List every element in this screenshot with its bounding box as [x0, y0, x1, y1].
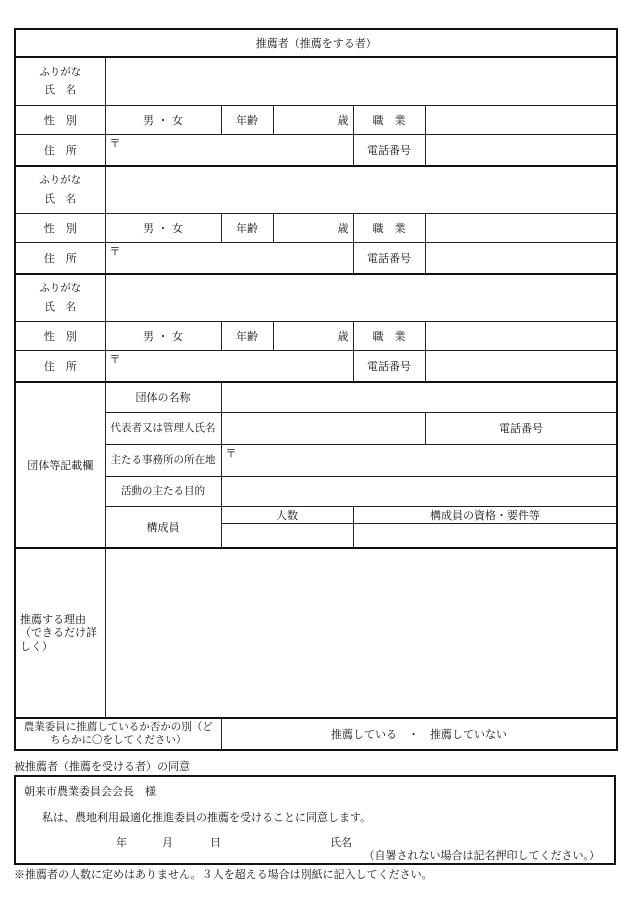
- recommender-3-name-row: [15, 274, 617, 321]
- consent-month-label: 月: [162, 836, 173, 849]
- recommender-2-phone-field[interactable]: [425, 242, 617, 274]
- address-label: 住 所: [15, 350, 105, 382]
- address-label: 住 所: [15, 242, 105, 274]
- group-office-label: 主たる事務所の所在地: [105, 444, 221, 476]
- phone-label: 電話番号: [353, 350, 425, 382]
- recommender-3-name-field[interactable]: [105, 274, 617, 321]
- postal-mark: 〒: [225, 446, 237, 460]
- age-label: 年齢: [221, 321, 273, 350]
- consent-day-label: 日: [210, 836, 221, 849]
- group-members-label: 構成員: [105, 506, 221, 548]
- furigana-label: ふりがな: [39, 174, 82, 187]
- form-title: 推薦者（推薦をする者）: [15, 29, 617, 57]
- gender-label: 性 別: [15, 105, 105, 134]
- age-unit: 歳: [337, 221, 349, 235]
- recommender-1-phone-field[interactable]: [425, 134, 617, 166]
- phone-label: 電話番号: [353, 134, 425, 166]
- consent-name-label: 氏名: [330, 836, 352, 849]
- recommender-3-occupation-field[interactable]: [425, 321, 617, 350]
- reason-field[interactable]: [105, 548, 617, 718]
- recommender-2-occupation-field[interactable]: [425, 213, 617, 242]
- phone-label: 電話番号: [353, 242, 425, 274]
- recommender-3-gender-options[interactable]: 男 ・ 女: [105, 321, 221, 350]
- postal-mark: 〒: [109, 352, 121, 366]
- group-section-label: 団体等記載欄: [15, 382, 105, 548]
- member-qualification-field[interactable]: [353, 523, 617, 548]
- recommender-2-name-field[interactable]: [105, 166, 617, 213]
- consent-signature-note: （自署されない場合は記名押印してください。）: [363, 849, 600, 862]
- group-rep-field[interactable]: [221, 412, 425, 444]
- age-unit: 歳: [337, 329, 349, 343]
- consent-addressee: 朝来市農業委員会会長 様: [24, 785, 156, 798]
- furigana-label: ふりがな: [39, 65, 82, 78]
- footnote: ※推薦者の人数に定めはありません。３人を超える場合は別紙に記入してください。: [14, 868, 433, 881]
- committee-question: 農業委員に推薦しているか否かの別（どちらかに〇をしてください）: [15, 718, 221, 750]
- postal-mark: 〒: [109, 244, 121, 258]
- recommender-2-age-field[interactable]: [273, 213, 353, 242]
- recommender-3-address-field[interactable]: [105, 350, 353, 382]
- committee-options[interactable]: 推薦している ・ 推薦していない: [221, 718, 617, 750]
- group-name-field[interactable]: [221, 382, 617, 412]
- recommender-3-age-field[interactable]: [273, 321, 353, 350]
- consent-box: [14, 775, 616, 865]
- reason-label: 推薦する理由（できるだけ詳しく）: [15, 548, 105, 718]
- occupation-label: 職 業: [353, 321, 425, 350]
- recommendation-form: [14, 28, 616, 751]
- group-rep-label: 代表者又は管理人氏名: [105, 412, 221, 444]
- group-office-field[interactable]: [221, 444, 617, 476]
- consent-statement: 私は、農地利用最適化推進委員の推薦を受けることに同意します。: [42, 811, 372, 824]
- furigana-label: ふりがな: [39, 282, 82, 295]
- recommender-1-age-field[interactable]: [273, 105, 353, 134]
- address-label: 住 所: [15, 134, 105, 166]
- age-label: 年齢: [221, 105, 273, 134]
- recommender-2-name-row: [15, 166, 617, 213]
- name-label: 氏 名: [44, 192, 76, 205]
- recommender-1-name-row: [15, 57, 617, 105]
- occupation-label: 職 業: [353, 213, 425, 242]
- recommender-2-address-field[interactable]: [105, 242, 353, 274]
- recommender-2-gender-options[interactable]: 男 ・ 女: [105, 213, 221, 242]
- recommender-1-address-field[interactable]: [105, 134, 353, 166]
- member-count-label: 人数: [221, 506, 353, 523]
- member-qualification-label: 構成員の資格・要件等: [353, 506, 617, 523]
- consent-year-label: 年: [116, 836, 127, 849]
- age-label: 年齢: [221, 213, 273, 242]
- gender-label: 性 別: [15, 213, 105, 242]
- occupation-label: 職 業: [353, 105, 425, 134]
- age-unit: 歳: [337, 113, 349, 127]
- recommender-1-occupation-field[interactable]: [425, 105, 617, 134]
- group-purpose-label: 活動の主たる目的: [105, 476, 221, 506]
- name-label: 氏 名: [44, 84, 76, 97]
- recommender-1-gender-options[interactable]: 男 ・ 女: [105, 105, 221, 134]
- recommender-1-name-field[interactable]: [105, 57, 617, 105]
- member-count-field[interactable]: [221, 523, 353, 548]
- group-purpose-field[interactable]: [221, 476, 617, 506]
- group-phone-label: 電話番号: [425, 412, 617, 444]
- gender-label: 性 別: [15, 321, 105, 350]
- postal-mark: 〒: [109, 136, 121, 150]
- consent-section-label: 被推薦者（推薦を受ける者）の同意: [14, 760, 190, 773]
- name-label: 氏 名: [44, 300, 76, 313]
- recommender-table: [14, 28, 618, 751]
- group-name-label: 団体の名称: [105, 382, 221, 412]
- recommender-3-phone-field[interactable]: [425, 350, 617, 382]
